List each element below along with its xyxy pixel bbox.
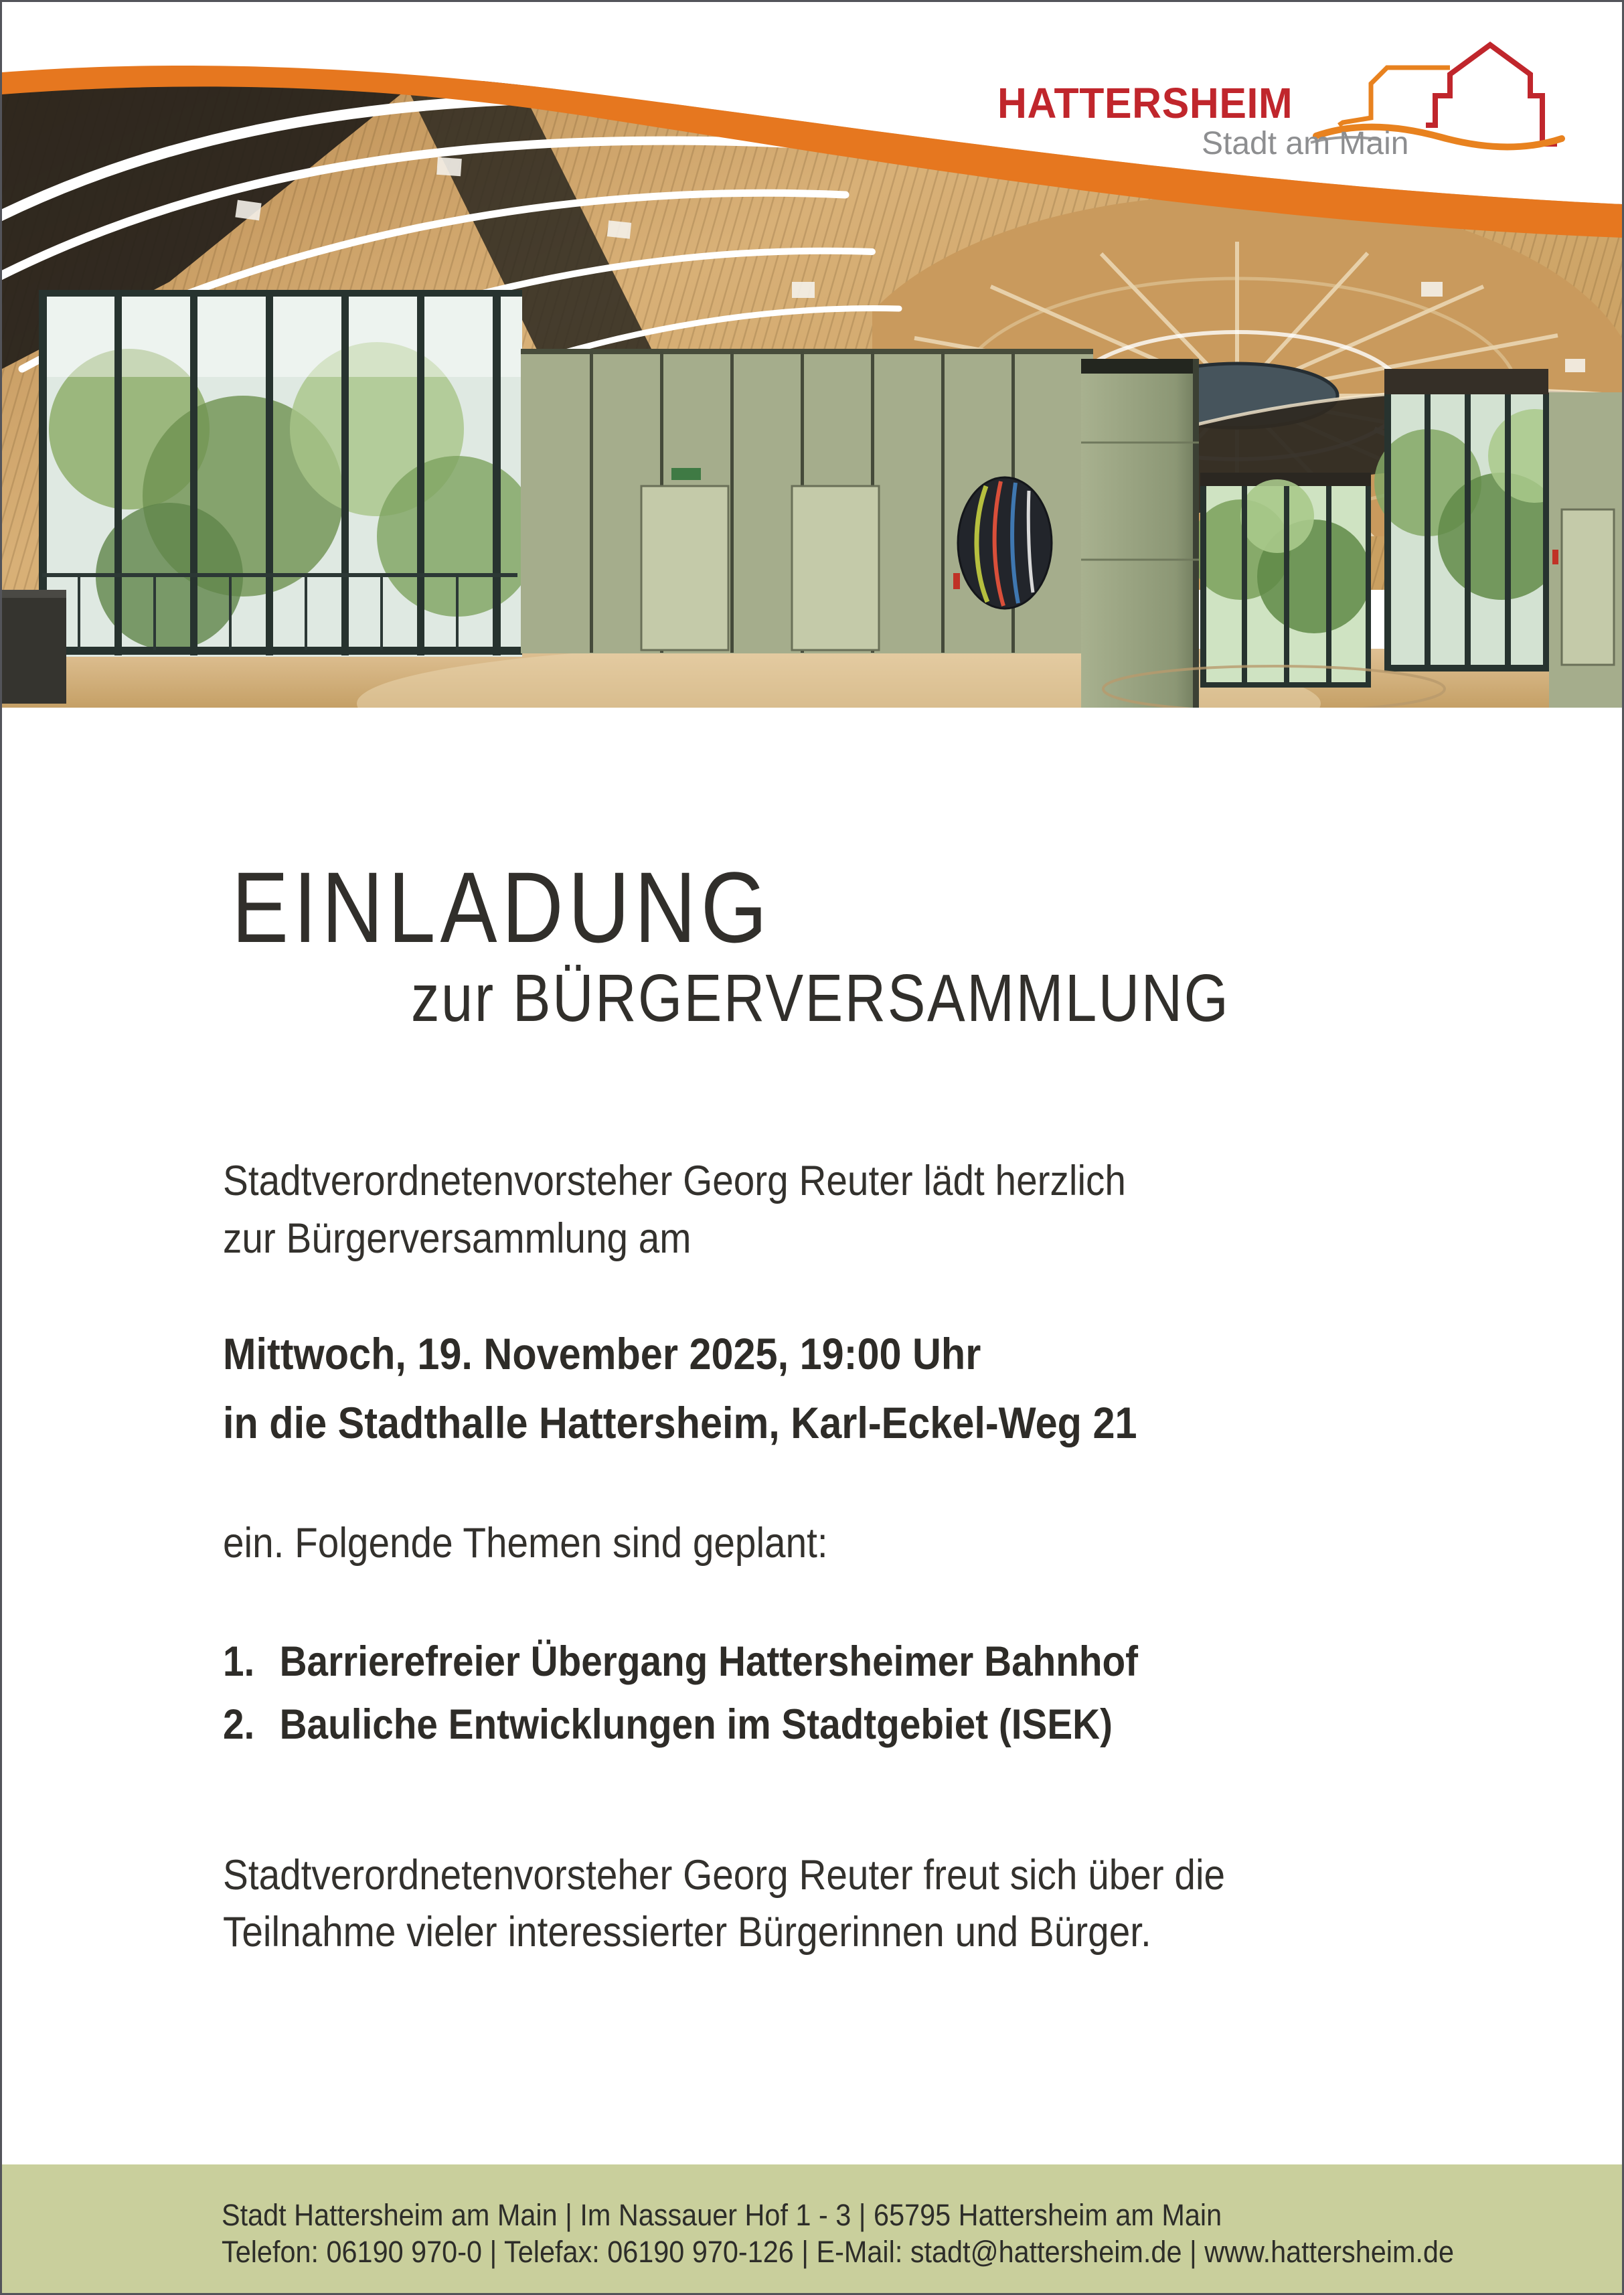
right-windows [1374,369,1622,708]
page-title: EINLADUNG [232,851,773,963]
closing-line-2: Teilnahme vieler interessierter Bürgerinnen und Bürger. [223,1909,1151,1956]
event-location: in die Stadthalle Hattersheim, Karl-Eckel-Weg 21 [223,1398,1137,1447]
artwork-disc [958,477,1052,609]
event-date: Mittwoch, 19. November 2025, 19:00 Uhr [223,1329,981,1378]
footer-contact [222,2197,1454,2270]
logo-tagline: Stadt am Main [1202,126,1409,161]
intro-paragraph [223,1152,1126,1267]
glass-doors [1190,473,1371,688]
agenda-item-text: Bauliche Entwicklungen im Stadtgebiet (ISEK) [279,1701,1113,1748]
agenda-item [223,1693,1138,1756]
closing-line-1: Stadtverordnetenvorsteher Georg Reuter freut sich über die [223,1852,1226,1899]
agenda-item-number: 1. [223,1638,255,1685]
agenda-item-text: Barrierefreier Übergang Hattersheimer Bahnhof [279,1638,1139,1685]
page-subtitle: zur BÜRGERVERSAMMLUNG [411,961,1230,1036]
cabinet [2,590,66,704]
column [1081,359,1199,708]
window-wall [39,290,538,657]
footer-address: Stadt Hattersheim am Main | Im Nassauer Hof 1 - 3 | 65795 Hattersheim am Main [222,2198,1222,2232]
event-details [223,1320,1137,1457]
intro-line-1: Stadtverordnetenvorsteher Georg Reuter lädt herzlich [223,1158,1126,1204]
logo-wordmark: HATTERSHEIM [997,79,1293,127]
agenda-list [223,1630,1138,1756]
agenda-lead: ein. Folgende Themen sind geplant: [223,1520,828,1567]
footer-phone-email: Telefon: 06190 970-0 | Telefax: 06190 970-126 | E-Mail: stadt@hattersheim.de | www.hattersheim.de [222,2235,1454,2269]
intro-line-2: zur Bürgerversammlung am [223,1215,692,1262]
agenda-item-number: 2. [223,1701,255,1748]
closing-paragraph [223,1847,1225,1961]
agenda-item [223,1630,1138,1693]
